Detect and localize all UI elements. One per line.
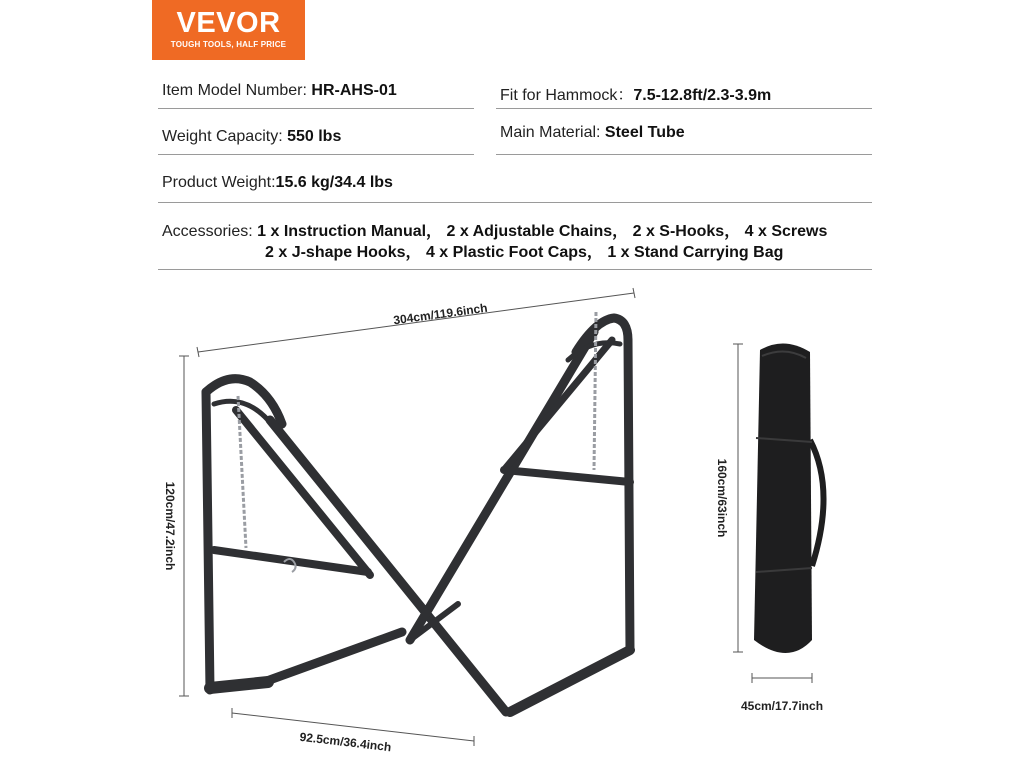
bag-width-label: 45cm/17.7inch bbox=[740, 699, 824, 713]
spec-weight-label: Weight Capacity: bbox=[162, 128, 288, 145]
spec-accessories-line2: 2 x J-shape Hooks， 4 x Plastic Foot Caps， 1 x Stand Carrying Bag bbox=[265, 244, 784, 261]
height-label: 120cm/47.2inch bbox=[163, 481, 177, 571]
length-label: 304cm/119.6inch bbox=[392, 300, 489, 328]
width-label: 92.5cm/36.4inch bbox=[298, 729, 392, 755]
spec-material-value: Steel Tube bbox=[604, 124, 685, 141]
logo-tagline: TOUGH TOOLS, HALF PRICE bbox=[170, 40, 287, 49]
spec-product-weight-label: Product Weight: bbox=[162, 174, 276, 191]
height-dimension bbox=[179, 356, 189, 696]
bag-height-dimension bbox=[733, 344, 743, 652]
spec-model-label: Item Model Number: bbox=[162, 82, 312, 99]
stand-carrying-bag bbox=[754, 343, 824, 653]
hammock-stand-frame bbox=[206, 318, 630, 712]
spec-material-label: Main Material: bbox=[500, 124, 605, 141]
spec-weight-value: 550 lbs bbox=[287, 128, 342, 145]
bag-height-label: 160cm/63inch bbox=[715, 458, 729, 538]
spec-product-weight-value: 15.6 kg/34.4 lbs bbox=[275, 174, 393, 191]
bag-width-dimension bbox=[752, 673, 812, 683]
spec-accessories-label: Accessories: bbox=[162, 223, 258, 240]
logo-brand: VEVOR bbox=[176, 7, 281, 39]
spec-fit-label: Fit for Hammock： bbox=[500, 87, 634, 104]
spec-accessories-line1: 1 x Instruction Manual， 2 x Adjustable Chains， 2 x S-Hooks， 4 x Screws bbox=[257, 223, 828, 240]
spec-model-value: HR-AHS-01 bbox=[311, 82, 397, 99]
spec-fit-value: 7.5-12.8ft/2.3-3.9m bbox=[633, 87, 772, 104]
